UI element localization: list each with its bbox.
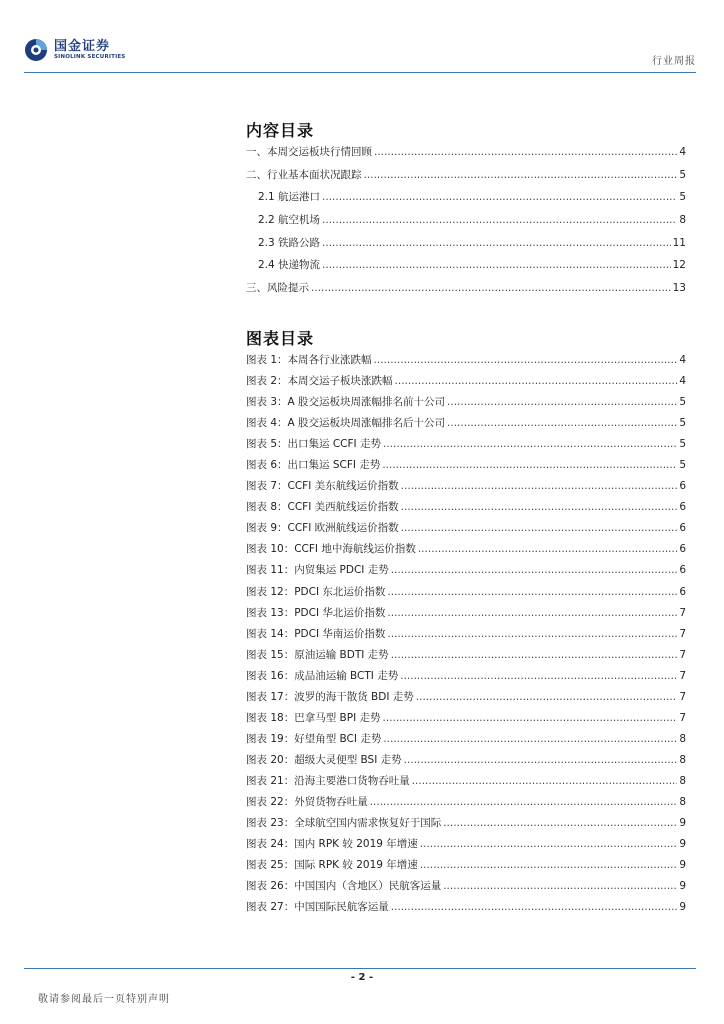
figure-item[interactable]: 图表 24：国内 RPK 较 2019 年增速 ..... 9 — [246, 836, 686, 857]
figure-item[interactable]: 图表 8：CCFI 美西航线运价指数 ..... 6 — [246, 499, 686, 520]
figures-list — [246, 352, 686, 920]
figure-item[interactable]: 图表 14：PDCI 华南运价指数 ..... 7 — [246, 626, 686, 647]
logo-english-name: SINOLINK SECURITIES — [54, 53, 126, 60]
toc-item[interactable]: 2.4 快递物流 ..... 12 — [246, 257, 686, 280]
logo-chinese-name: 国金证券 — [54, 38, 111, 54]
company-logo — [24, 38, 125, 62]
figure-item[interactable]: 图表 26：中国国内（含地区）民航客运量 ..... 9 — [246, 878, 686, 899]
toc-item[interactable]: 2.2 航空机场 ..... 8 — [246, 212, 686, 235]
figure-item[interactable]: 图表 10：CCFI 地中海航线运价指数 ..... 6 — [246, 541, 686, 562]
figure-item[interactable]: 图表 9：CCFI 欧洲航线运价指数 ..... 6 — [246, 520, 686, 541]
report-type: 行业周报 — [652, 56, 696, 67]
figure-item[interactable]: 图表 11：内贸集运 PDCI 走势 ..... 6 — [246, 562, 686, 583]
figure-item[interactable]: 图表 1：本周各行业涨跌幅 ..... 4 — [246, 352, 686, 373]
toc-title: 内容目录 — [246, 121, 315, 140]
figure-item[interactable]: 图表 5：出口集运 CCFI 走势 ..... 5 — [246, 436, 686, 457]
figure-item[interactable]: 图表 22：外贸货物吞吐量 ..... 8 — [246, 794, 686, 815]
figure-item[interactable]: 图表 6：出口集运 SCFI 走势 ..... 5 — [246, 457, 686, 478]
figure-item[interactable]: 图表 13：PDCI 华北运价指数 ..... 7 — [246, 605, 686, 626]
toc-item[interactable]: 二、行业基本面状况跟踪 ..... 5 — [246, 167, 686, 190]
figure-item[interactable]: 图表 18：巴拿马型 BPI 走势 ..... 7 — [246, 710, 686, 731]
figure-item[interactable]: 图表 2：本周交运子板块涨跌幅 ..... 4 — [246, 373, 686, 394]
toc-item[interactable]: 一、本周交运板块行情回顾 ..... 4 — [246, 144, 686, 167]
figures-title: 图表目录 — [246, 329, 315, 348]
page-number: - 2 - — [350, 972, 374, 983]
figure-item[interactable]: 图表 25：国际 RPK 较 2019 年增速 ..... 9 — [246, 857, 686, 878]
toc-item[interactable]: 2.3 铁路公路 ..... 11 — [246, 235, 686, 258]
figure-item[interactable]: 图表 27：中国国际民航客运量 ..... 9 — [246, 899, 686, 920]
figure-item[interactable]: 图表 19：好望角型 BCI 走势 ..... 8 — [246, 731, 686, 752]
figure-item[interactable]: 图表 21：沿海主要港口货物吞吐量 ..... 8 — [246, 773, 686, 794]
toc-item[interactable]: 三、风险提示 ..... 13 — [246, 280, 686, 303]
page-header — [24, 38, 696, 72]
sinolink-logo-icon — [24, 38, 48, 62]
figure-item[interactable]: 图表 4：A 股交运板块周涨幅排名后十公司 ..... 5 — [246, 415, 686, 436]
figure-item[interactable]: 图表 17：波罗的海干散货 BDI 走势 ..... 7 — [246, 689, 686, 710]
toc-list — [246, 144, 686, 303]
figure-item[interactable]: 图表 12：PDCI 东北运价指数 ..... 6 — [246, 584, 686, 605]
figure-item[interactable]: 图表 15：原油运输 BDTI 走势 ..... 7 — [246, 647, 686, 668]
figure-item[interactable]: 图表 16：成品油运输 BCTI 走势 ..... 7 — [246, 668, 686, 689]
figure-item[interactable]: 图表 20：超级大灵便型 BSI 走势 ..... 8 — [246, 752, 686, 773]
footer-divider — [24, 968, 696, 969]
header-divider — [24, 72, 696, 73]
toc-item[interactable]: 2.1 航运港口 ..... 5 — [246, 189, 686, 212]
disclaimer-text: 敬请参阅最后一页特别声明 — [38, 994, 170, 1005]
figure-item[interactable]: 图表 7：CCFI 美东航线运价指数 ..... 6 — [246, 478, 686, 499]
figure-item[interactable]: 图表 23：全球航空国内需求恢复好于国际 ..... 9 — [246, 815, 686, 836]
figure-item[interactable]: 图表 3：A 股交运板块周涨幅排名前十公司 ..... 5 — [246, 394, 686, 415]
